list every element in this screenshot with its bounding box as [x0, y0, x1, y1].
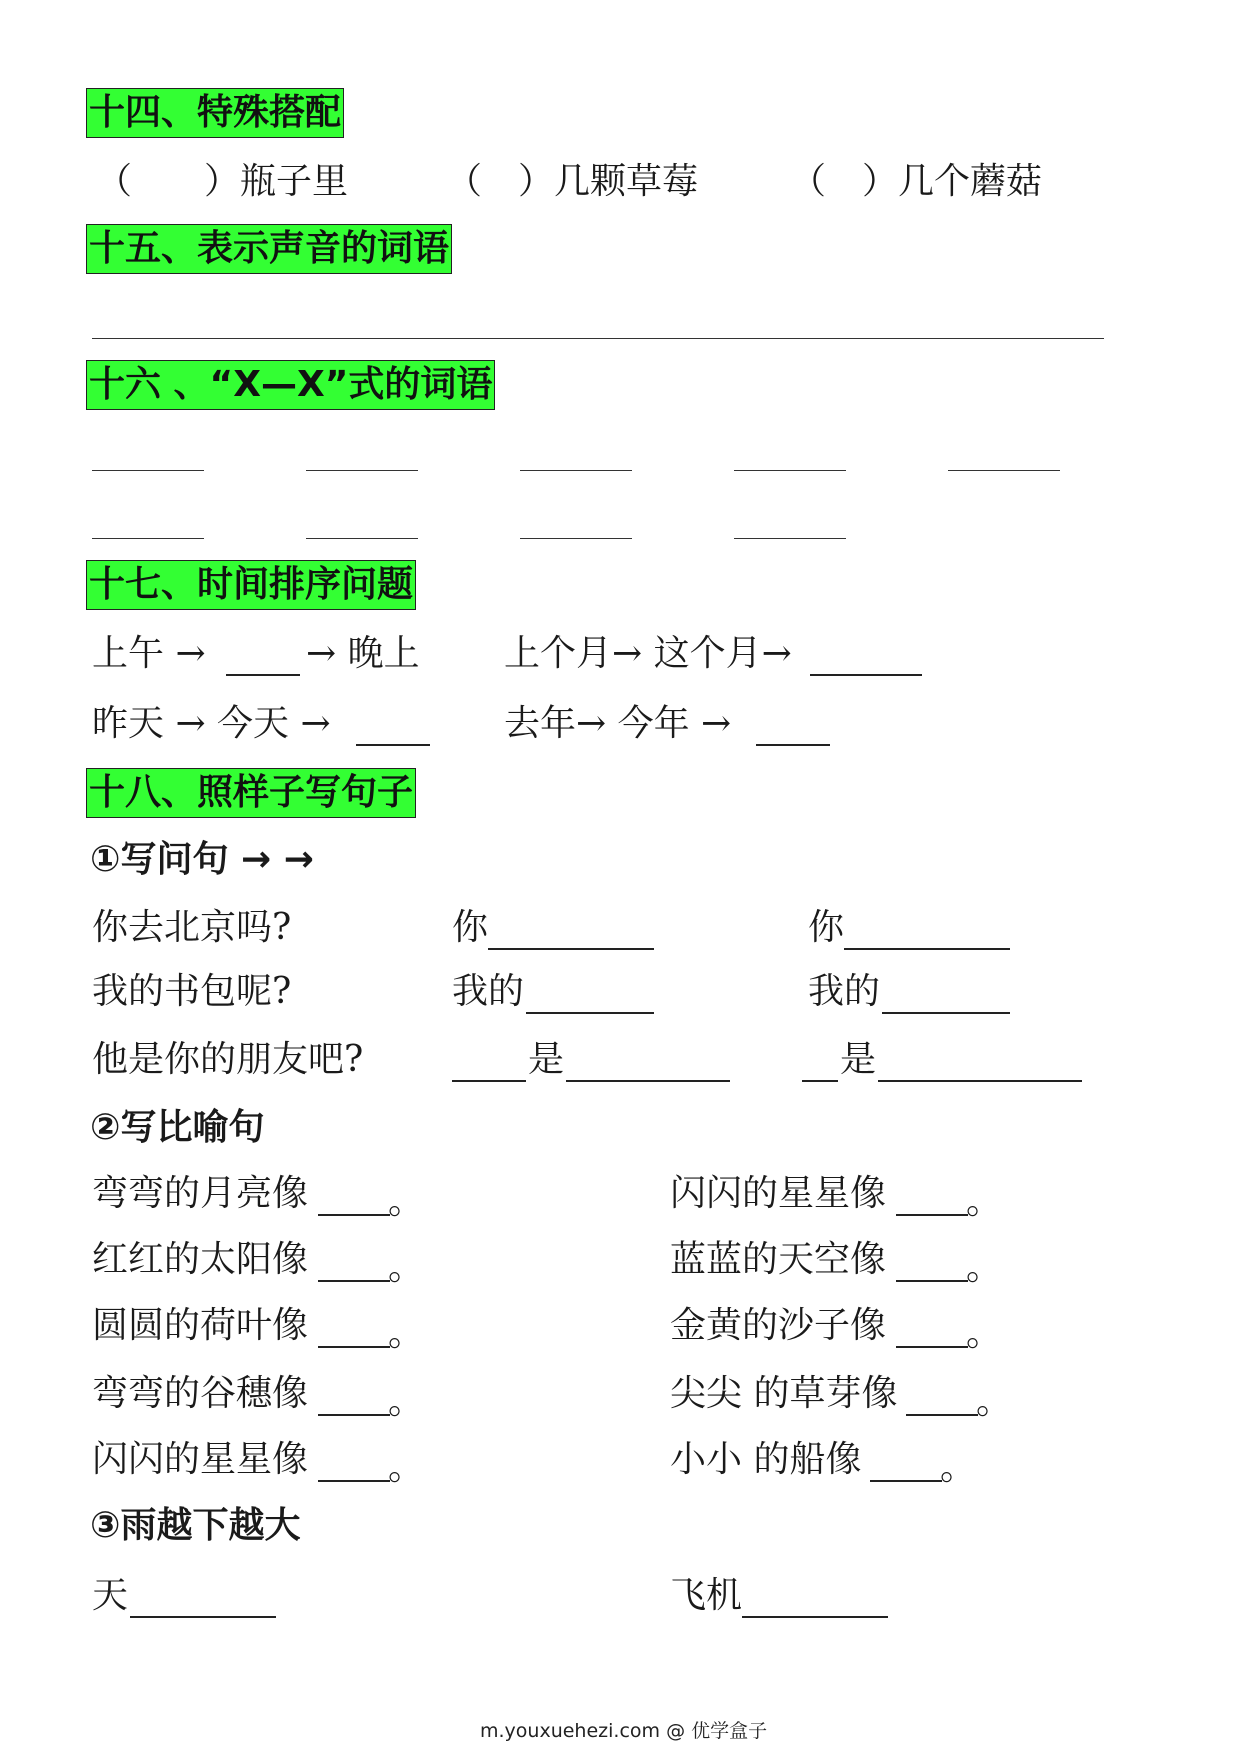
simile-left-3-period: 。: [388, 1313, 425, 1354]
s18-sub3: ③雨越下越大: [90, 1505, 301, 1546]
s17-row1-start: 上午 →: [92, 633, 206, 674]
s18-q3-b: 是: [840, 1039, 877, 1080]
simile-right-1-period: 。: [966, 1181, 1003, 1222]
simile-right-3: 金黄的沙子像: [670, 1305, 887, 1346]
simile-right-2: 蓝蓝的天空像: [670, 1239, 887, 1280]
s16-blank-2: [306, 470, 418, 471]
s18-q1-b-blank: [844, 948, 1010, 950]
s18-sub1: ①写问句 → →: [90, 839, 314, 880]
simile-left-4-period: 。: [388, 1381, 425, 1422]
section-15-title: 十五、表示声音的词语: [86, 224, 452, 274]
s14-item-1: （ ）瓶子里: [96, 161, 349, 202]
s16-blank-7: [306, 538, 418, 539]
s18-q1-b: 你: [808, 907, 845, 948]
simile-right-3-period: 。: [966, 1313, 1003, 1354]
s18-r3-a-blank: [130, 1616, 276, 1618]
s18-q2-a: 我的: [452, 971, 525, 1012]
simile-left-4-blank: [318, 1414, 390, 1416]
s14-item-3: （ ）几个蘑菇: [790, 161, 1043, 202]
s16-blank-8: [520, 538, 632, 539]
simile-right-5-blank: [870, 1480, 942, 1482]
s18-q2-b: 我的: [808, 971, 881, 1012]
s17-row2-year: 去年→ 今年 →: [504, 703, 732, 744]
s18-sub2: ②写比喻句: [90, 1107, 265, 1148]
simile-right-1-blank: [896, 1214, 968, 1216]
simile-right-2-blank: [896, 1280, 968, 1282]
simile-right-4: 尖尖 的草芽像: [670, 1373, 898, 1414]
footer-watermark: m.youxuehezi.com @ 优学盒子: [480, 1720, 768, 1742]
simile-left-2-blank: [318, 1280, 390, 1282]
section-14-title: 十四、特殊搭配: [86, 88, 344, 138]
s18-q3: 他是你的朋友吧?: [92, 1039, 364, 1080]
simile-left-5-blank: [318, 1480, 390, 1482]
s17-row2-day: 昨天 → 今天 →: [92, 703, 331, 744]
s17-row1-end: → 晚上: [306, 633, 420, 674]
s18-q3-a-pre: [452, 1080, 526, 1082]
section-18-title: 十八、照样子写句子: [86, 768, 416, 818]
s18-q3-b-blank: [878, 1080, 1082, 1082]
s18-q1-a: 你: [452, 907, 489, 948]
s18-q2: 我的书包呢?: [92, 971, 292, 1012]
s18-q2-a-blank: [526, 1012, 654, 1014]
simile-right-2-period: 。: [966, 1247, 1003, 1288]
s18-q2-b-blank: [882, 1012, 1010, 1014]
s16-blank-9: [734, 538, 846, 539]
simile-left-4: 弯弯的谷穗像: [92, 1373, 309, 1414]
simile-left-5: 闪闪的星星像: [92, 1439, 309, 1480]
simile-left-1-blank: [318, 1214, 390, 1216]
simile-left-5-period: 。: [388, 1447, 425, 1488]
s15-answer-line: [92, 338, 1104, 339]
simile-right-1: 闪闪的星星像: [670, 1173, 887, 1214]
s16-blank-6: [92, 538, 204, 539]
simile-right-3-blank: [896, 1346, 968, 1348]
simile-left-3: 圆圆的荷叶像: [92, 1305, 309, 1346]
s17-row2-blank1: [356, 744, 430, 746]
simile-right-4-period: 。: [976, 1381, 1013, 1422]
simile-right-5-period: 。: [940, 1447, 977, 1488]
s17-row1-blank2: [810, 674, 922, 676]
simile-left-3-blank: [318, 1346, 390, 1348]
s18-q3-a-blank: [566, 1080, 730, 1082]
simile-left-2-period: 。: [388, 1247, 425, 1288]
simile-left-2: 红红的太阳像: [92, 1239, 309, 1280]
simile-right-4-blank: [906, 1414, 978, 1416]
s17-row2-blank2: [756, 744, 830, 746]
s16-blank-4: [734, 470, 846, 471]
s17-row1-blank1: [226, 674, 300, 676]
s18-r3-b-blank: [742, 1616, 888, 1618]
simile-left-1: 弯弯的月亮像: [92, 1173, 309, 1214]
s16-blank-1: [92, 470, 204, 471]
s16-blank-5: [948, 470, 1060, 471]
s18-r3-b: 飞机: [670, 1575, 743, 1616]
s17-row1-month: 上个月→ 这个月→: [504, 633, 792, 674]
section-17-title: 十七、时间排序问题: [86, 560, 416, 610]
simile-left-1-period: 。: [388, 1181, 425, 1222]
s18-q3-a: 是: [528, 1039, 565, 1080]
s18-q1: 你去北京吗?: [92, 907, 292, 948]
s18-r3-a: 天: [92, 1575, 129, 1616]
simile-right-5: 小小 的船像: [670, 1439, 862, 1480]
s16-blank-3: [520, 470, 632, 471]
s18-q1-a-blank: [488, 948, 654, 950]
section-16-title: 十六 、“X—X”式的词语: [86, 360, 495, 410]
s18-q3-b-pre: [802, 1080, 838, 1082]
s14-item-2: （ ）几颗草莓: [446, 161, 699, 202]
